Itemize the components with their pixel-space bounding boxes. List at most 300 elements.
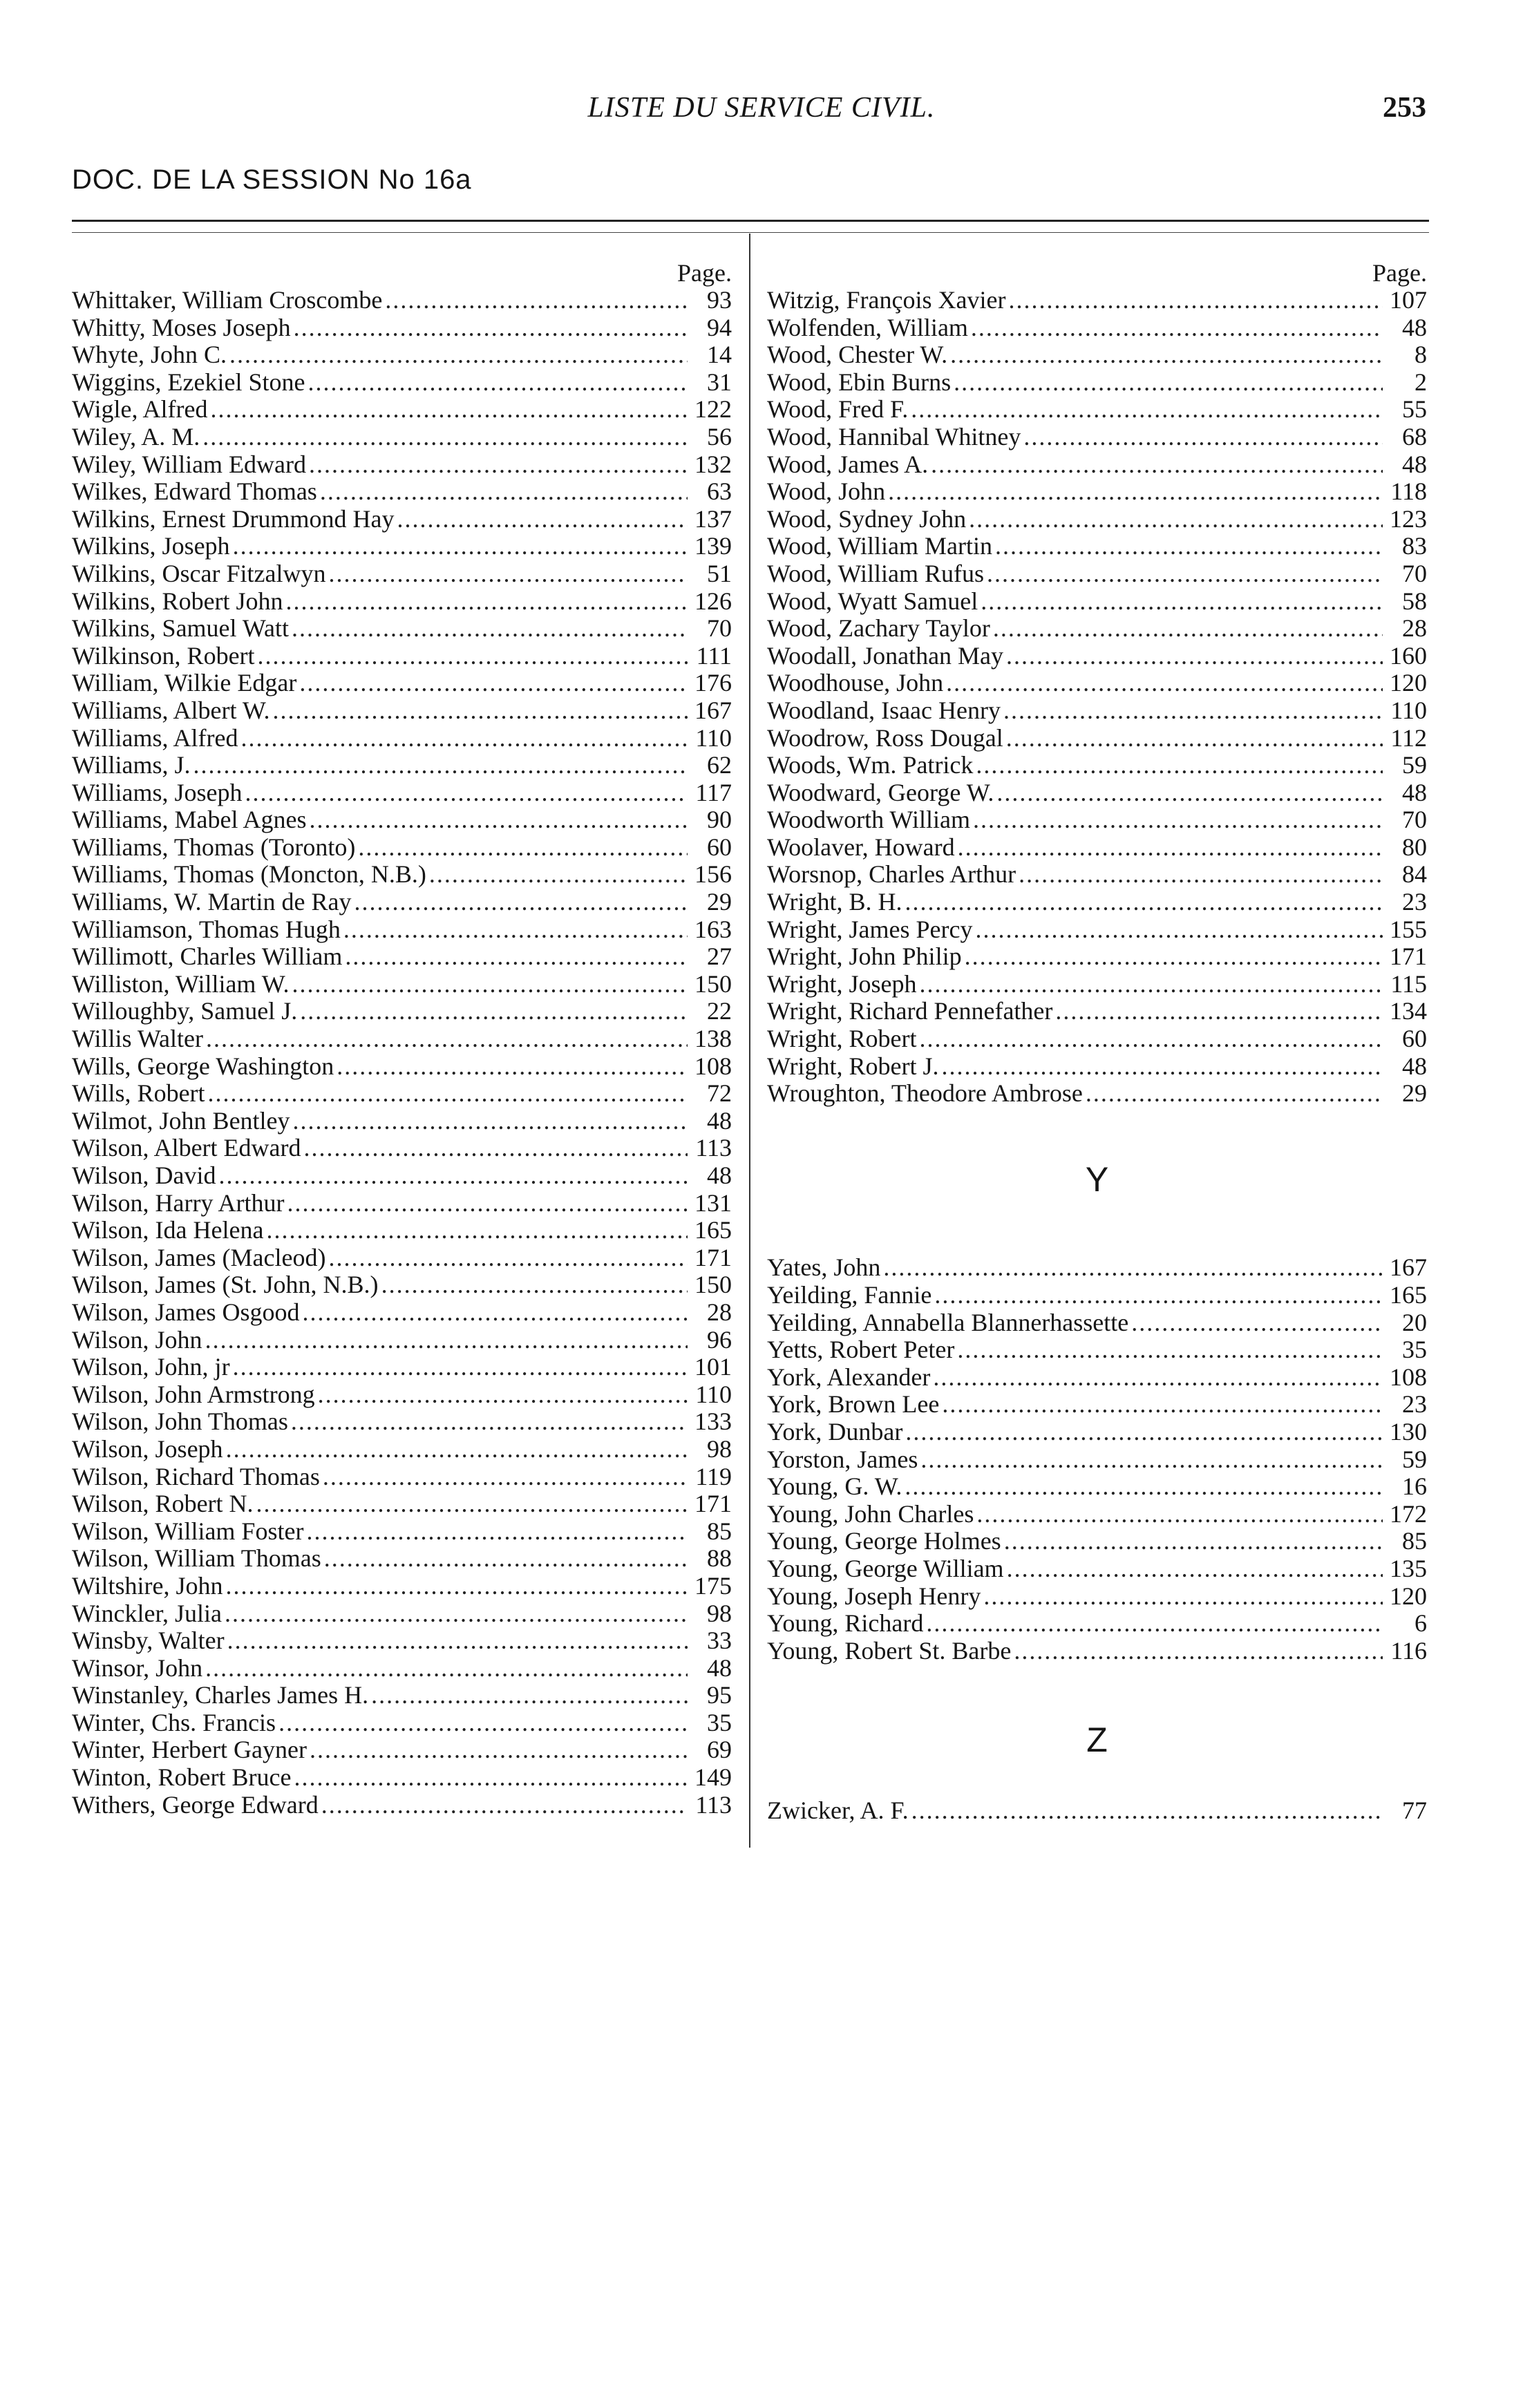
entry-page: 131	[694, 1188, 732, 1217]
entry-name: Williams, Albert W.	[72, 696, 270, 724]
index-entry	[767, 1309, 1427, 1337]
section-heading-y: Y	[1085, 1159, 1109, 1199]
leader-dots	[933, 1364, 1383, 1392]
entry-name: Wills, Robert	[72, 1079, 205, 1108]
entry-name: Wilson, John	[72, 1325, 202, 1354]
leader-dots	[993, 615, 1383, 643]
leader-dots	[1008, 287, 1383, 314]
entry-page: 6	[1415, 1609, 1427, 1638]
entry-name: Whittaker, William Croscombe	[72, 286, 383, 314]
leader-dots	[343, 916, 688, 944]
leader-dots	[975, 916, 1383, 944]
entry-name: Winstanley, Charles James H.	[72, 1681, 369, 1709]
entry-page: 23	[1402, 1390, 1427, 1419]
entry-name: Wood, Chester W.	[767, 341, 948, 369]
entry-name: Young, Joseph Henry	[767, 1582, 981, 1610]
index-entry	[72, 1299, 732, 1327]
leader-dots	[1131, 1309, 1383, 1337]
column-divider	[749, 234, 750, 1848]
index-entry	[72, 971, 732, 998]
index-entry	[767, 806, 1427, 834]
entry-name: Wilkinson, Robert	[72, 641, 255, 670]
index-entry	[767, 834, 1427, 862]
entry-page: 35	[1402, 1336, 1427, 1364]
entry-page: 90	[707, 806, 732, 834]
index-entry	[72, 451, 732, 479]
entry-page: 123	[1390, 504, 1427, 533]
entry-name: Wilson, James (Macleod)	[72, 1243, 326, 1271]
leader-dots	[328, 1244, 688, 1272]
entry-name: Wright, Joseph	[767, 969, 917, 998]
entry-name: Wills, George Washington	[72, 1052, 334, 1080]
entry-page: 98	[707, 1599, 732, 1627]
entry-name: Winter, Herbert Gayner	[72, 1736, 307, 1764]
leader-dots	[309, 451, 688, 479]
leader-dots	[920, 1025, 1383, 1053]
entry-name: Williams, Alfred	[72, 723, 238, 752]
leader-dots	[278, 1709, 688, 1737]
entry-page: 23	[1402, 888, 1427, 916]
session-label: DOC. DE LA SESSION No 16a	[72, 164, 472, 195]
leader-dots	[954, 369, 1383, 397]
entry-page: 48	[1402, 313, 1427, 341]
entry-page: 84	[1402, 860, 1427, 889]
entry-name: Wood, John	[767, 477, 886, 506]
leader-dots	[973, 806, 1383, 834]
entry-page: 48	[1402, 1052, 1427, 1080]
leader-dots	[1086, 1080, 1383, 1108]
leader-dots	[429, 861, 688, 889]
index-entry	[767, 314, 1427, 342]
leader-dots	[1019, 861, 1383, 889]
leader-dots	[211, 396, 688, 424]
entry-page: 59	[1402, 1445, 1427, 1473]
entry-page: 20	[1402, 1308, 1427, 1336]
entry-name: Whitty, Moses Joseph	[72, 313, 291, 341]
entry-name: Wood, Wyatt Samuel	[767, 587, 978, 615]
leader-dots	[245, 779, 688, 807]
entry-name: Williston, William W.	[72, 969, 290, 998]
leader-dots	[920, 1446, 1383, 1474]
entry-name: Winsby, Walter	[72, 1627, 225, 1655]
index-entry	[767, 1797, 1427, 1825]
index-entry	[767, 971, 1427, 998]
entry-name: Worsnop, Charles Arthur	[767, 860, 1016, 889]
leader-dots	[256, 1490, 688, 1518]
index-entry	[72, 1764, 732, 1792]
leader-dots	[942, 1391, 1383, 1419]
leader-dots	[883, 1254, 1383, 1282]
index-entry	[767, 506, 1427, 533]
index-entry	[767, 697, 1427, 725]
entry-page: 115	[1390, 969, 1427, 998]
y-entry-list	[767, 1254, 1427, 1665]
entry-name: Wood, James A.	[767, 450, 929, 478]
entry-page: 14	[707, 341, 732, 369]
index-entry	[72, 943, 732, 971]
leader-dots	[306, 1518, 688, 1546]
leader-dots	[345, 943, 688, 971]
entry-page: 110	[1390, 696, 1427, 724]
entry-page: 107	[1390, 286, 1427, 314]
entry-page: 111	[696, 641, 732, 670]
index-entry	[72, 1080, 732, 1108]
index-entry	[72, 1408, 732, 1436]
entry-name: William, Wilkie Edgar	[72, 669, 297, 697]
index-entry	[767, 451, 1427, 479]
entry-page: 60	[1402, 1025, 1427, 1053]
index-entry	[72, 1736, 732, 1764]
index-entry	[72, 478, 732, 506]
index-entry	[72, 1025, 732, 1053]
entry-name: Young, George William	[767, 1554, 1004, 1582]
entry-name: Winsor, John	[72, 1653, 203, 1682]
entry-name: Woodland, Isaac Henry	[767, 696, 1001, 724]
entry-page: 48	[1402, 778, 1427, 806]
leader-dots	[934, 1282, 1383, 1309]
index-entry	[767, 1610, 1427, 1638]
entry-page: 85	[707, 1517, 732, 1545]
entry-name: Young, John Charles	[767, 1499, 974, 1528]
entry-name: Williams, Joseph	[72, 778, 243, 806]
leader-dots	[310, 806, 688, 834]
entry-name: Wilson, David	[72, 1162, 216, 1189]
entry-name: Wood, Sydney John	[767, 504, 967, 533]
entry-page: 172	[1390, 1499, 1427, 1528]
index-entry	[72, 533, 732, 560]
entry-name: Witzig, François Xavier	[767, 286, 1006, 314]
entry-page: 88	[707, 1544, 732, 1573]
left-entry-list	[72, 287, 732, 1819]
index-entry	[72, 1490, 732, 1518]
leader-dots	[229, 341, 688, 369]
leader-dots	[291, 1408, 688, 1436]
entry-page: 133	[694, 1407, 732, 1436]
entry-page: 51	[707, 559, 732, 587]
entry-name: Yeilding, Fannie	[767, 1281, 932, 1309]
entry-page: 56	[707, 422, 732, 451]
entry-page: 62	[707, 751, 732, 779]
entry-page: 48	[1402, 450, 1427, 478]
leader-dots	[303, 1299, 688, 1327]
leader-dots	[888, 478, 1383, 506]
entry-name: Wilkins, Ernest Drummond Hay	[72, 504, 395, 533]
leader-dots	[957, 1336, 1383, 1364]
index-entry	[72, 779, 732, 807]
index-entry	[72, 1053, 732, 1081]
index-entry	[72, 1217, 732, 1244]
entry-page: 113	[695, 1790, 732, 1819]
index-entry	[767, 643, 1427, 670]
entry-page: 69	[707, 1736, 732, 1764]
leader-dots	[321, 1792, 688, 1819]
page-column-heading: Page.	[677, 259, 732, 287]
entry-name: Young, George Holmes	[767, 1527, 1001, 1555]
leader-dots	[946, 670, 1383, 697]
leader-dots	[286, 588, 688, 616]
leader-dots	[358, 834, 688, 862]
entry-name: Wright, Robert J.	[767, 1052, 939, 1080]
index-entry	[72, 752, 732, 779]
entry-name: Young, Robert St. Barbe	[767, 1636, 1012, 1665]
entry-page: 22	[707, 997, 732, 1025]
index-entry	[767, 998, 1427, 1025]
entry-page: 119	[695, 1462, 732, 1490]
entry-name: Winckler, Julia	[72, 1599, 223, 1627]
entry-page: 156	[694, 860, 732, 889]
leader-dots	[1014, 1638, 1383, 1665]
entry-page: 167	[694, 696, 732, 724]
leader-dots	[266, 1217, 688, 1244]
leader-dots	[381, 1271, 688, 1299]
entry-name: Wood, Fred F.	[767, 395, 909, 424]
entry-page: 83	[1402, 532, 1427, 560]
entry-name: Wilson, Richard Thomas	[72, 1462, 320, 1490]
entry-page: 28	[707, 1298, 732, 1326]
entry-name: Woodall, Jonathan May	[767, 641, 1004, 670]
entry-page: 113	[695, 1134, 732, 1162]
entry-name: Wright, B. H.	[767, 888, 902, 916]
entry-name: Wood, William Rufus	[767, 559, 984, 587]
leader-dots	[292, 971, 688, 998]
index-entry	[767, 861, 1427, 889]
leader-dots	[320, 478, 688, 506]
leader-dots	[931, 451, 1383, 479]
index-entry	[72, 1244, 732, 1272]
index-entry	[767, 1282, 1427, 1309]
index-entry	[767, 1336, 1427, 1364]
entry-page: 165	[694, 1216, 732, 1244]
index-entry	[767, 725, 1427, 752]
running-title: LISTE DU SERVICE CIVIL.	[587, 92, 936, 124]
leader-dots	[233, 1354, 688, 1381]
index-entry	[767, 916, 1427, 944]
index-entry	[72, 1108, 732, 1135]
entry-page: 95	[707, 1681, 732, 1709]
entry-page: 110	[695, 723, 732, 752]
leader-dots	[976, 1501, 1383, 1528]
index-entry	[767, 1528, 1427, 1555]
leader-dots	[308, 369, 688, 397]
entry-page: 112	[1390, 723, 1427, 752]
entry-name: Wilson, Joseph	[72, 1434, 223, 1463]
entry-page: 160	[1390, 641, 1427, 670]
leader-dots	[965, 943, 1383, 971]
index-entry	[767, 588, 1427, 616]
index-entry	[72, 588, 732, 616]
index-entry	[72, 506, 732, 533]
entry-name: Wolfenden, William	[767, 313, 968, 341]
entry-page: 70	[1402, 559, 1427, 587]
entry-page: 94	[707, 313, 732, 341]
leader-dots	[987, 560, 1383, 588]
leader-dots	[996, 779, 1383, 807]
entry-name: York, Dunbar	[767, 1417, 903, 1445]
entry-name: Winton, Robert Bruce	[72, 1763, 292, 1792]
leader-dots	[318, 1381, 688, 1409]
index-entry	[767, 752, 1427, 779]
entry-name: Wilson, John Armstrong	[72, 1380, 315, 1408]
index-entry	[72, 643, 732, 670]
leader-dots	[226, 1573, 688, 1600]
entry-page: 122	[694, 395, 732, 424]
leader-dots	[1006, 643, 1383, 670]
index-entry	[767, 1638, 1427, 1665]
leader-dots	[208, 1080, 688, 1108]
leader-dots	[202, 424, 688, 451]
index-entry	[767, 889, 1427, 916]
entry-name: Withers, George Edward	[72, 1790, 319, 1819]
leader-dots	[905, 1419, 1383, 1446]
leader-dots	[385, 287, 688, 314]
entry-name: Williams, Thomas (Toronto)	[72, 833, 356, 861]
leader-dots	[969, 506, 1383, 533]
entry-name: Yetts, Robert Peter	[767, 1336, 955, 1364]
entry-page: 108	[694, 1052, 732, 1080]
entry-page: 171	[694, 1490, 732, 1518]
leader-dots	[205, 1327, 688, 1354]
entry-name: Wilson, Harry Arthur	[72, 1188, 285, 1217]
entry-name: Yates, John	[767, 1253, 881, 1282]
entry-name: Young, Richard	[767, 1609, 924, 1638]
entry-page: 31	[707, 368, 732, 396]
index-entry	[767, 943, 1427, 971]
index-entry	[72, 998, 732, 1025]
entry-page: 126	[694, 587, 732, 615]
leader-dots	[226, 1436, 688, 1463]
index-entry	[767, 1080, 1427, 1108]
entry-name: Yorston, James	[767, 1445, 918, 1473]
entry-name: Williams, W. Martin de Ray	[72, 888, 352, 916]
entry-name: Yeilding, Annabella Blannerhassette	[767, 1308, 1129, 1336]
entry-page: 108	[1390, 1363, 1427, 1391]
entry-page: 28	[1402, 614, 1427, 643]
entry-name: Wilkins, Robert John	[72, 587, 283, 615]
leader-dots	[299, 670, 688, 697]
index-entry	[72, 1327, 732, 1354]
index-entry	[767, 1254, 1427, 1282]
entry-page: 165	[1390, 1281, 1427, 1309]
entry-page: 150	[694, 969, 732, 998]
entry-name: Wilson, Robert N.	[72, 1490, 254, 1518]
entry-name: Wilson, James (St. John, N.B.)	[72, 1271, 379, 1299]
entry-name: Woolaver, Howard	[767, 833, 955, 861]
entry-name: Wright, John Philip	[767, 942, 962, 971]
leader-dots	[905, 889, 1383, 916]
index-entry	[72, 861, 732, 889]
entry-name: Winter, Chs. Francis	[72, 1708, 276, 1736]
entry-name: Wood, Hannibal Whitney	[767, 422, 1021, 451]
entry-page: 171	[1390, 942, 1427, 971]
entry-name: Woodworth William	[767, 806, 970, 834]
index-entry	[767, 1419, 1427, 1446]
entry-page: 48	[707, 1162, 732, 1189]
index-entry	[72, 889, 732, 916]
index-entry	[767, 615, 1427, 643]
entry-page: 58	[1402, 587, 1427, 615]
entry-page: 137	[694, 504, 732, 533]
leader-dots	[225, 1600, 688, 1628]
entry-page: 116	[1390, 1636, 1427, 1665]
leader-dots	[233, 533, 688, 560]
entry-page: 149	[694, 1763, 732, 1792]
leader-dots	[241, 725, 688, 752]
entry-page: 134	[1390, 997, 1427, 1025]
index-entry	[72, 1271, 732, 1299]
entry-page: 63	[707, 477, 732, 506]
entry-page: 72	[707, 1079, 732, 1108]
index-entry	[767, 396, 1427, 424]
entry-page: 176	[694, 669, 732, 697]
entry-name: Williams, J.	[72, 751, 191, 779]
entry-page: 35	[707, 1708, 732, 1736]
entry-page: 55	[1402, 395, 1427, 424]
leader-dots	[304, 1135, 688, 1162]
entry-name: Wood, Zachary Taylor	[767, 614, 990, 643]
index-entry	[72, 1792, 732, 1819]
entry-name: Wilson, Albert Edward	[72, 1134, 301, 1162]
leader-dots	[1055, 998, 1383, 1025]
entry-name: Wilson, William Foster	[72, 1517, 304, 1545]
entry-page: 98	[707, 1434, 732, 1463]
index-entry	[72, 834, 732, 862]
index-entry	[767, 478, 1427, 506]
entry-page: 93	[707, 286, 732, 314]
leader-dots	[397, 506, 688, 533]
entry-name: Wilkins, Samuel Watt	[72, 614, 289, 643]
leader-dots	[1006, 725, 1383, 752]
index-entry	[72, 1162, 732, 1190]
index-entry	[767, 670, 1427, 697]
entry-name: Woodward, George W.	[767, 778, 994, 806]
entry-name: Wilson, John, jr	[72, 1353, 230, 1381]
entry-name: Wilson, James Osgood	[72, 1298, 300, 1326]
index-entry	[72, 1709, 732, 1737]
leader-dots	[292, 615, 688, 643]
entry-name: Wright, James Percy	[767, 915, 973, 943]
index-entry	[72, 697, 732, 725]
index-entry	[72, 1600, 732, 1628]
index-entry	[72, 806, 732, 834]
page-number: 253	[1383, 92, 1426, 124]
leader-dots	[294, 1764, 688, 1792]
entry-name: Wilmot, John Bentley	[72, 1106, 290, 1135]
entry-name: Wood, Ebin Burns	[767, 368, 952, 396]
entry-name: Wilkins, Joseph	[72, 532, 230, 560]
entry-page: 27	[707, 942, 732, 971]
entry-name: Wiltshire, John	[72, 1571, 223, 1600]
entry-page: 118	[1390, 477, 1427, 506]
entry-name: Williams, Mabel Agnes	[72, 806, 307, 834]
leader-dots	[950, 341, 1383, 369]
w-entry-list	[767, 287, 1427, 1108]
entry-page: 110	[695, 1380, 732, 1408]
index-entry	[72, 560, 732, 588]
entry-name: Whyte, John C.	[72, 341, 227, 369]
page-column-heading: Page.	[1372, 259, 1427, 287]
entry-page: 130	[1390, 1417, 1427, 1445]
index-entry	[72, 916, 732, 944]
index-entry	[767, 287, 1427, 314]
entry-name: Young, G. W.	[767, 1472, 902, 1501]
leader-dots	[227, 1627, 688, 1655]
index-entry	[72, 1518, 732, 1546]
entry-page: 70	[707, 614, 732, 643]
index-entry	[767, 1446, 1427, 1474]
leader-dots	[971, 314, 1383, 342]
entry-page: 48	[707, 1106, 732, 1135]
entry-name: Woods, Wm. Patrick	[767, 751, 974, 779]
